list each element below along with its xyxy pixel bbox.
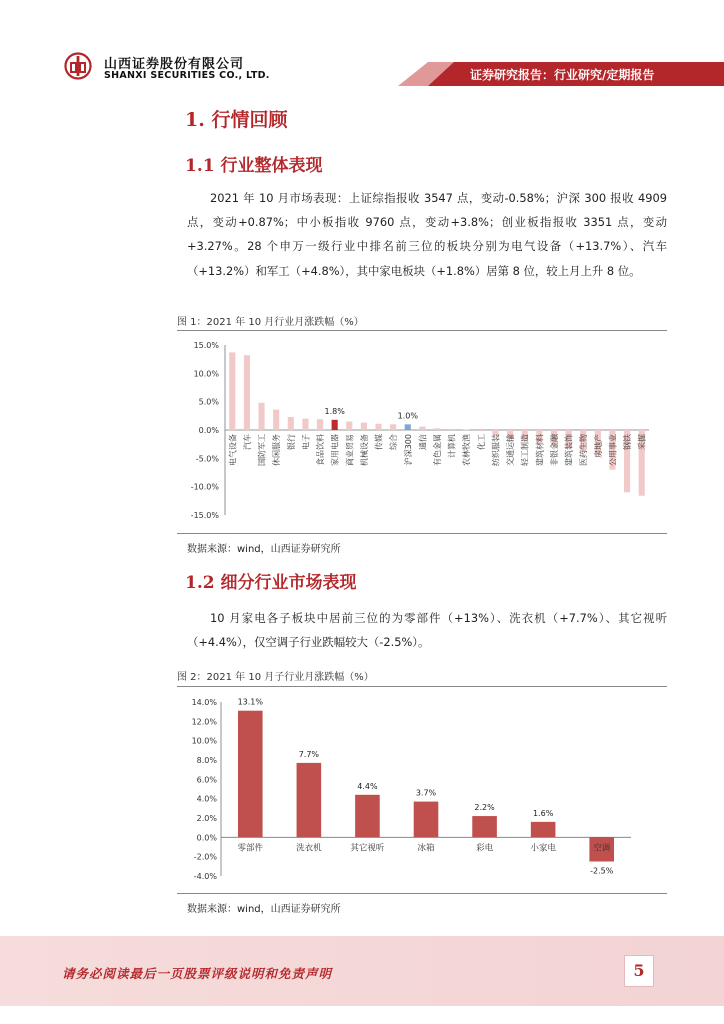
category-label: 医药生物 xyxy=(579,434,589,466)
subsection-title-1-1: 1.1 行业整体表现 xyxy=(185,156,323,176)
category-label: 房地产 xyxy=(593,434,603,458)
category-label: 纺织服装 xyxy=(491,434,501,466)
category-label: 综合 xyxy=(389,434,399,450)
category-label: 传媒 xyxy=(374,434,384,450)
y-tick-label: -15.0% xyxy=(190,511,219,520)
data-label: 13.1% xyxy=(237,697,263,707)
bar xyxy=(229,352,235,430)
industry-bar-chart xyxy=(177,335,667,535)
y-tick-label: 2.0% xyxy=(196,814,217,823)
figure-1-top-rule xyxy=(177,330,667,331)
y-tick-label: 8.0% xyxy=(196,756,217,765)
category-label: 银行 xyxy=(286,434,296,450)
figure-2-title: 图 2：2021 年 10 月子行业月涨跌幅（%） xyxy=(177,672,374,683)
category-label: 商业贸易 xyxy=(345,434,355,466)
figure-1-source: 数据来源：wind，山西证券研究所 xyxy=(187,544,341,555)
category-label: 家用电器 xyxy=(330,434,340,466)
bar xyxy=(317,419,323,430)
category-label: 有色金属 xyxy=(433,434,442,466)
category-label: 小家电 xyxy=(530,843,556,854)
report-type: 证券研究报告：行业研究/定期报告 xyxy=(470,68,655,82)
category-label: 建筑材料 xyxy=(535,434,545,466)
data-label: 1.8% xyxy=(324,406,345,416)
figure-2-top-rule xyxy=(177,686,667,687)
bar xyxy=(419,427,425,430)
y-tick-label: -2.0% xyxy=(193,852,217,862)
category-label: 汽车 xyxy=(242,434,252,450)
company-name-en: SHANXI SECURITIES CO., LTD. xyxy=(104,70,270,81)
y-tick-label: 10.0% xyxy=(193,369,219,379)
category-label: 钢铁 xyxy=(623,434,633,450)
bar xyxy=(531,822,556,837)
category-label: 计算机 xyxy=(447,434,457,458)
y-tick-label: -10.0% xyxy=(190,482,219,492)
y-tick-label: 15.0% xyxy=(193,341,219,350)
subsection-title-1-2: 1.2 细分行业市场表现 xyxy=(185,573,357,593)
section-title: 1. 行情回顾 xyxy=(185,109,288,131)
data-label: 1.0% xyxy=(397,411,418,421)
y-tick-label: -5.0% xyxy=(195,454,219,464)
data-label: 4.4% xyxy=(357,781,378,791)
bar xyxy=(375,424,381,430)
category-label: 农林牧渔 xyxy=(462,434,472,466)
y-tick-label: 0.0% xyxy=(198,426,219,435)
figure-2-source: 数据来源：wind，山西证券研究所 xyxy=(187,904,341,915)
paragraph-1-2: 10 月家电各子板块中居前三位的为零部件（+13%）、洗衣机（+7.7%）、其它视听（+4.4%），仅空调子行业跌幅较大（-2.5%）。 xyxy=(187,611,667,650)
category-label: 电气设备 xyxy=(228,434,238,466)
bar xyxy=(390,424,396,430)
data-label: -2.5% xyxy=(590,866,614,876)
bar xyxy=(332,420,338,430)
category-label: 食品饮料 xyxy=(316,434,326,466)
category-label: 电子 xyxy=(301,434,311,450)
category-label: 机械设备 xyxy=(359,434,369,466)
bar xyxy=(478,430,484,431)
bar xyxy=(302,419,308,430)
y-tick-label: 10.0% xyxy=(191,736,217,746)
bar xyxy=(288,417,294,430)
category-label: 零部件 xyxy=(237,843,264,854)
category-label: 交通运输 xyxy=(506,434,516,466)
figure-2-bottom-rule xyxy=(177,893,667,894)
bar xyxy=(355,795,380,838)
y-tick-label: 14.0% xyxy=(191,698,217,707)
y-tick-label: 6.0% xyxy=(196,775,217,785)
bar xyxy=(361,423,367,430)
bar xyxy=(463,429,469,430)
category-label: 通信 xyxy=(418,434,428,450)
bar xyxy=(297,763,322,837)
category-label: 轻工制造 xyxy=(520,434,530,466)
y-tick-label: 0.0% xyxy=(196,833,217,843)
category-label: 采掘 xyxy=(637,434,647,450)
category-label: 冰箱 xyxy=(417,843,435,854)
bar xyxy=(449,429,455,430)
category-label: 化工 xyxy=(476,434,486,450)
bar xyxy=(273,410,279,430)
subsector-bar-chart xyxy=(177,690,667,890)
paragraph-1-1: 2021 年 10 月市场表现：上证综指报收 3547 点，变动-0.58%；沪深 300 报收 4909 点，变动+0.87%；中小板指收 9760 点，变动+3.8%；创业板指报收 3351 点，变动+3.27%。28 个申万一级行业中排名前三位的板块分别为电气设备（+13.7%）、汽车（+13.2%）和军工（+4.8%），其中家电板块（+1.8%）居第 8 位，较上月上升 8 位。 xyxy=(187,191,667,278)
category-label: 其它视听 xyxy=(350,843,385,854)
y-tick-label: 5.0% xyxy=(198,397,219,407)
bar xyxy=(405,424,411,430)
category-label: 公用事业 xyxy=(608,434,618,466)
category-label: 沪深300 xyxy=(403,434,413,466)
data-label: 1.6% xyxy=(532,808,554,818)
category-label: 国防军工 xyxy=(257,434,267,466)
category-label: 建筑装饰 xyxy=(564,434,574,466)
data-label: 7.7% xyxy=(298,749,320,759)
company-name-cn: 山西证券股份有限公司 xyxy=(104,57,245,72)
data-label: 2.2% xyxy=(474,803,495,813)
bar xyxy=(434,428,440,430)
y-tick-label: 12.0% xyxy=(191,717,217,727)
y-tick-label: 4.0% xyxy=(196,794,217,804)
data-label: 3.7% xyxy=(415,788,437,798)
page-header xyxy=(0,0,724,92)
category-label: 彩电 xyxy=(476,843,494,854)
figure-1-title: 图 1：2021 年 10 月行业月涨跌幅（%） xyxy=(177,317,364,328)
page-number: 5 xyxy=(624,955,654,987)
category-label: 非银金融 xyxy=(549,434,559,466)
bar xyxy=(414,802,439,838)
category-label: 空调 xyxy=(593,843,611,854)
bar xyxy=(258,403,264,430)
category-label: 洗衣机 xyxy=(296,843,322,854)
bar xyxy=(244,355,250,430)
category-label: 休闲服务 xyxy=(272,434,282,466)
y-tick-label: -4.0% xyxy=(193,872,217,881)
bar xyxy=(238,711,263,838)
figure-1-bottom-rule xyxy=(177,533,667,534)
bar xyxy=(346,422,352,431)
company-logo-icon xyxy=(64,52,92,80)
disclaimer-notice: 请务必阅读最后一页股票评级说明和免责声明 xyxy=(62,966,333,981)
bar xyxy=(472,816,497,837)
